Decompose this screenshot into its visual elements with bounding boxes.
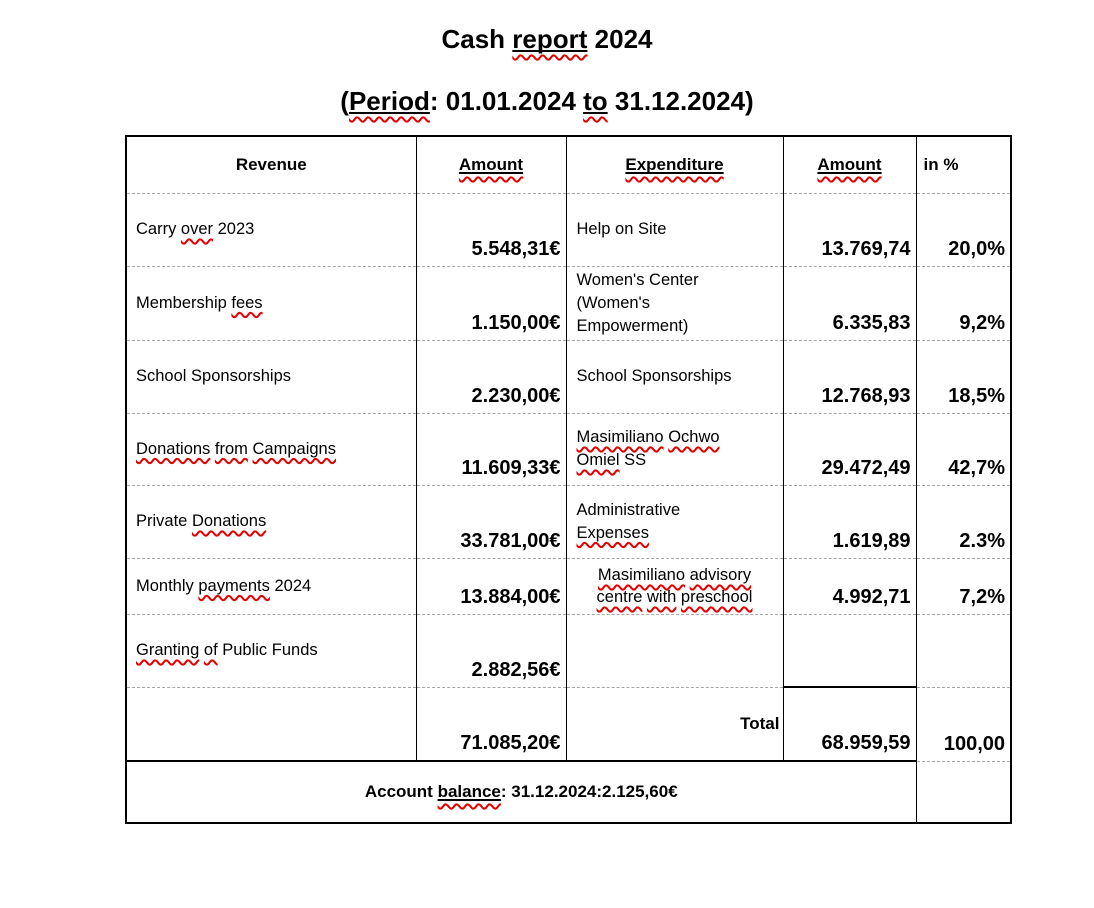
percent-cell: 9,2% [916,266,1011,340]
expenditure-word: SS [619,451,647,469]
revenue-text: Private [136,512,192,530]
revenue-cell [126,266,416,340]
percent-cell: 18,5% [916,340,1011,413]
misspelled-word: Masimiliano [597,566,686,584]
total-label: Total [566,687,783,761]
revenue-text: Carry [136,220,181,238]
misspelled-word: Expenditure [625,154,724,174]
percent-cell: 20,0% [916,193,1011,266]
percent-cell: 42,7% [916,413,1011,485]
revenue-amount-cell: 2.882,56€ [416,614,566,687]
table-row [126,614,1011,687]
table-row [126,558,1011,614]
percent-cell-empty [916,614,1011,687]
expenditure-cell [566,340,783,413]
revenue-cell [126,558,416,614]
cash-report-table [125,135,1012,824]
misspelled-word: fees [231,293,263,312]
expenditure-cell [566,413,783,485]
header-revenue: Revenue [126,136,416,193]
revenue-cell-empty [126,687,416,761]
expenditure-text [577,292,779,315]
total-revenue-amount-cell: 71.085,20€ [416,687,566,761]
revenue-amount-cell: 11.609,33€ [416,413,566,485]
misspelled-word: report [512,24,588,54]
misspelled-word: Expenses [576,523,649,542]
revenue-amount-cell: 1.150,00€ [416,266,566,340]
expenditure-amount-cell: 4.992,71 [783,558,916,614]
header-expenditure [566,136,783,193]
percent-cell: 2.3% [916,485,1011,558]
expenditure-word: (Women's [576,293,650,312]
balance-row [126,761,1011,823]
expenditure-text [577,315,779,338]
misspelled-word: advisory [689,566,752,584]
total-percent-cell: 100,00 [916,687,1011,761]
expenditure-cell [566,485,783,558]
misspelled-word: Amount [817,154,882,174]
misspelled-word: to [583,86,608,116]
misspelled-word: Masimiliano [576,428,664,446]
subtitle-text: 31.12.2024) [607,86,754,116]
expenditure-amount-cell: 13.769,74 [783,193,916,266]
expenditure-word: School Sponsorships [576,367,732,385]
revenue-cell [126,413,416,485]
percent-cell: 7,2% [916,558,1011,614]
misspelled-word: of [203,641,218,659]
expenditure-text [577,426,779,449]
header-underline [459,155,523,174]
revenue-cell [126,614,416,687]
misspelled-word: Amount [458,154,524,174]
table-row [126,485,1011,558]
doc-subtitle [0,86,1094,116]
table-row [126,266,1011,340]
misspelled-word: Period [348,86,430,116]
header-amount-expenditure [783,136,916,193]
revenue-cell [126,485,416,558]
misspelled-word: payments [198,576,270,595]
expenditure-text [577,449,779,472]
revenue-text: 2024 [269,576,312,595]
subtitle-text: ( [340,86,349,116]
expenditure-cell [566,193,783,266]
misspelled-word: over [180,220,214,238]
misspelled-word: Donations [136,439,211,458]
revenue-text: Monthly [136,576,199,595]
title-text: Cash [441,24,513,54]
revenue-text: 2023 [213,220,255,238]
revenue-cell [126,193,416,266]
revenue-text: Public Funds [217,641,318,659]
revenue-amount-cell: 33.781,00€ [416,485,566,558]
title-underlined-word [512,24,587,54]
expenditure-text [577,499,779,522]
balance-text: : 31.12.2024:2.125,60€ [500,782,678,801]
total-row [126,687,1011,761]
expenditure-text [577,522,779,545]
expenditure-word: Women's Center [576,270,699,289]
balance-text: Account [364,782,438,801]
expenditure-cell [566,266,783,340]
subtitle-underlined-word [349,86,430,116]
expenditure-text [577,269,779,292]
header-underline [817,155,881,174]
revenue-text: School Sponsorships [136,367,292,385]
header-in-percent: in % [916,136,1011,193]
subtitle-underlined-word [583,86,608,116]
revenue-amount-cell: 5.548,31€ [416,193,566,266]
table-row [126,413,1011,485]
misspelled-word: Granting [136,641,200,659]
revenue-amount-cell: 2.230,00€ [416,340,566,413]
misspelled-word: Omiel [576,451,620,469]
expenditure-amount-cell-empty [783,614,916,687]
table-row [126,340,1011,413]
balance-percent-cell-empty [916,761,1011,823]
misspelled-word: Campaigns [252,439,336,458]
expenditure-amount-cell: 12.768,93 [783,340,916,413]
expenditure-word: Help on Site [576,220,667,238]
misspelled-word: centre [596,588,643,606]
doc-title [0,24,1094,54]
expenditure-word: Administrative [576,500,681,519]
expenditure-amount-cell: 6.335,83 [783,266,916,340]
misspelled-word: preschool [680,588,753,606]
revenue-cell [126,340,416,413]
expenditure-text [571,564,779,586]
account-balance-cell [126,761,916,823]
expenditure-text [577,365,779,388]
title-text: 2024 [587,24,653,54]
expenditure-amount-cell: 29.472,49 [783,413,916,485]
expenditure-cell-empty [566,614,783,687]
expenditure-cell [566,558,783,614]
revenue-text: Membership [136,293,232,312]
expenditure-amount-cell: 1.619,89 [783,485,916,558]
total-expenditure-amount-cell: 68.959,59 [783,687,916,761]
misspelled-word: with [646,588,677,606]
table-row [126,193,1011,266]
header-row [126,136,1011,193]
subtitle-text: : 01.01.2024 [429,86,584,116]
balance-underlined-word [438,782,501,801]
misspelled-word: from [214,439,248,458]
misspelled-word: Donations [191,512,267,530]
header-underline [625,155,723,174]
revenue-amount-cell: 13.884,00€ [416,558,566,614]
expenditure-text [571,586,779,608]
misspelled-word: Ochwo [668,428,720,446]
expenditure-word: Empowerment) [576,316,689,335]
header-amount-revenue [416,136,566,193]
misspelled-word: balance [437,782,501,801]
expenditure-text [577,218,779,241]
